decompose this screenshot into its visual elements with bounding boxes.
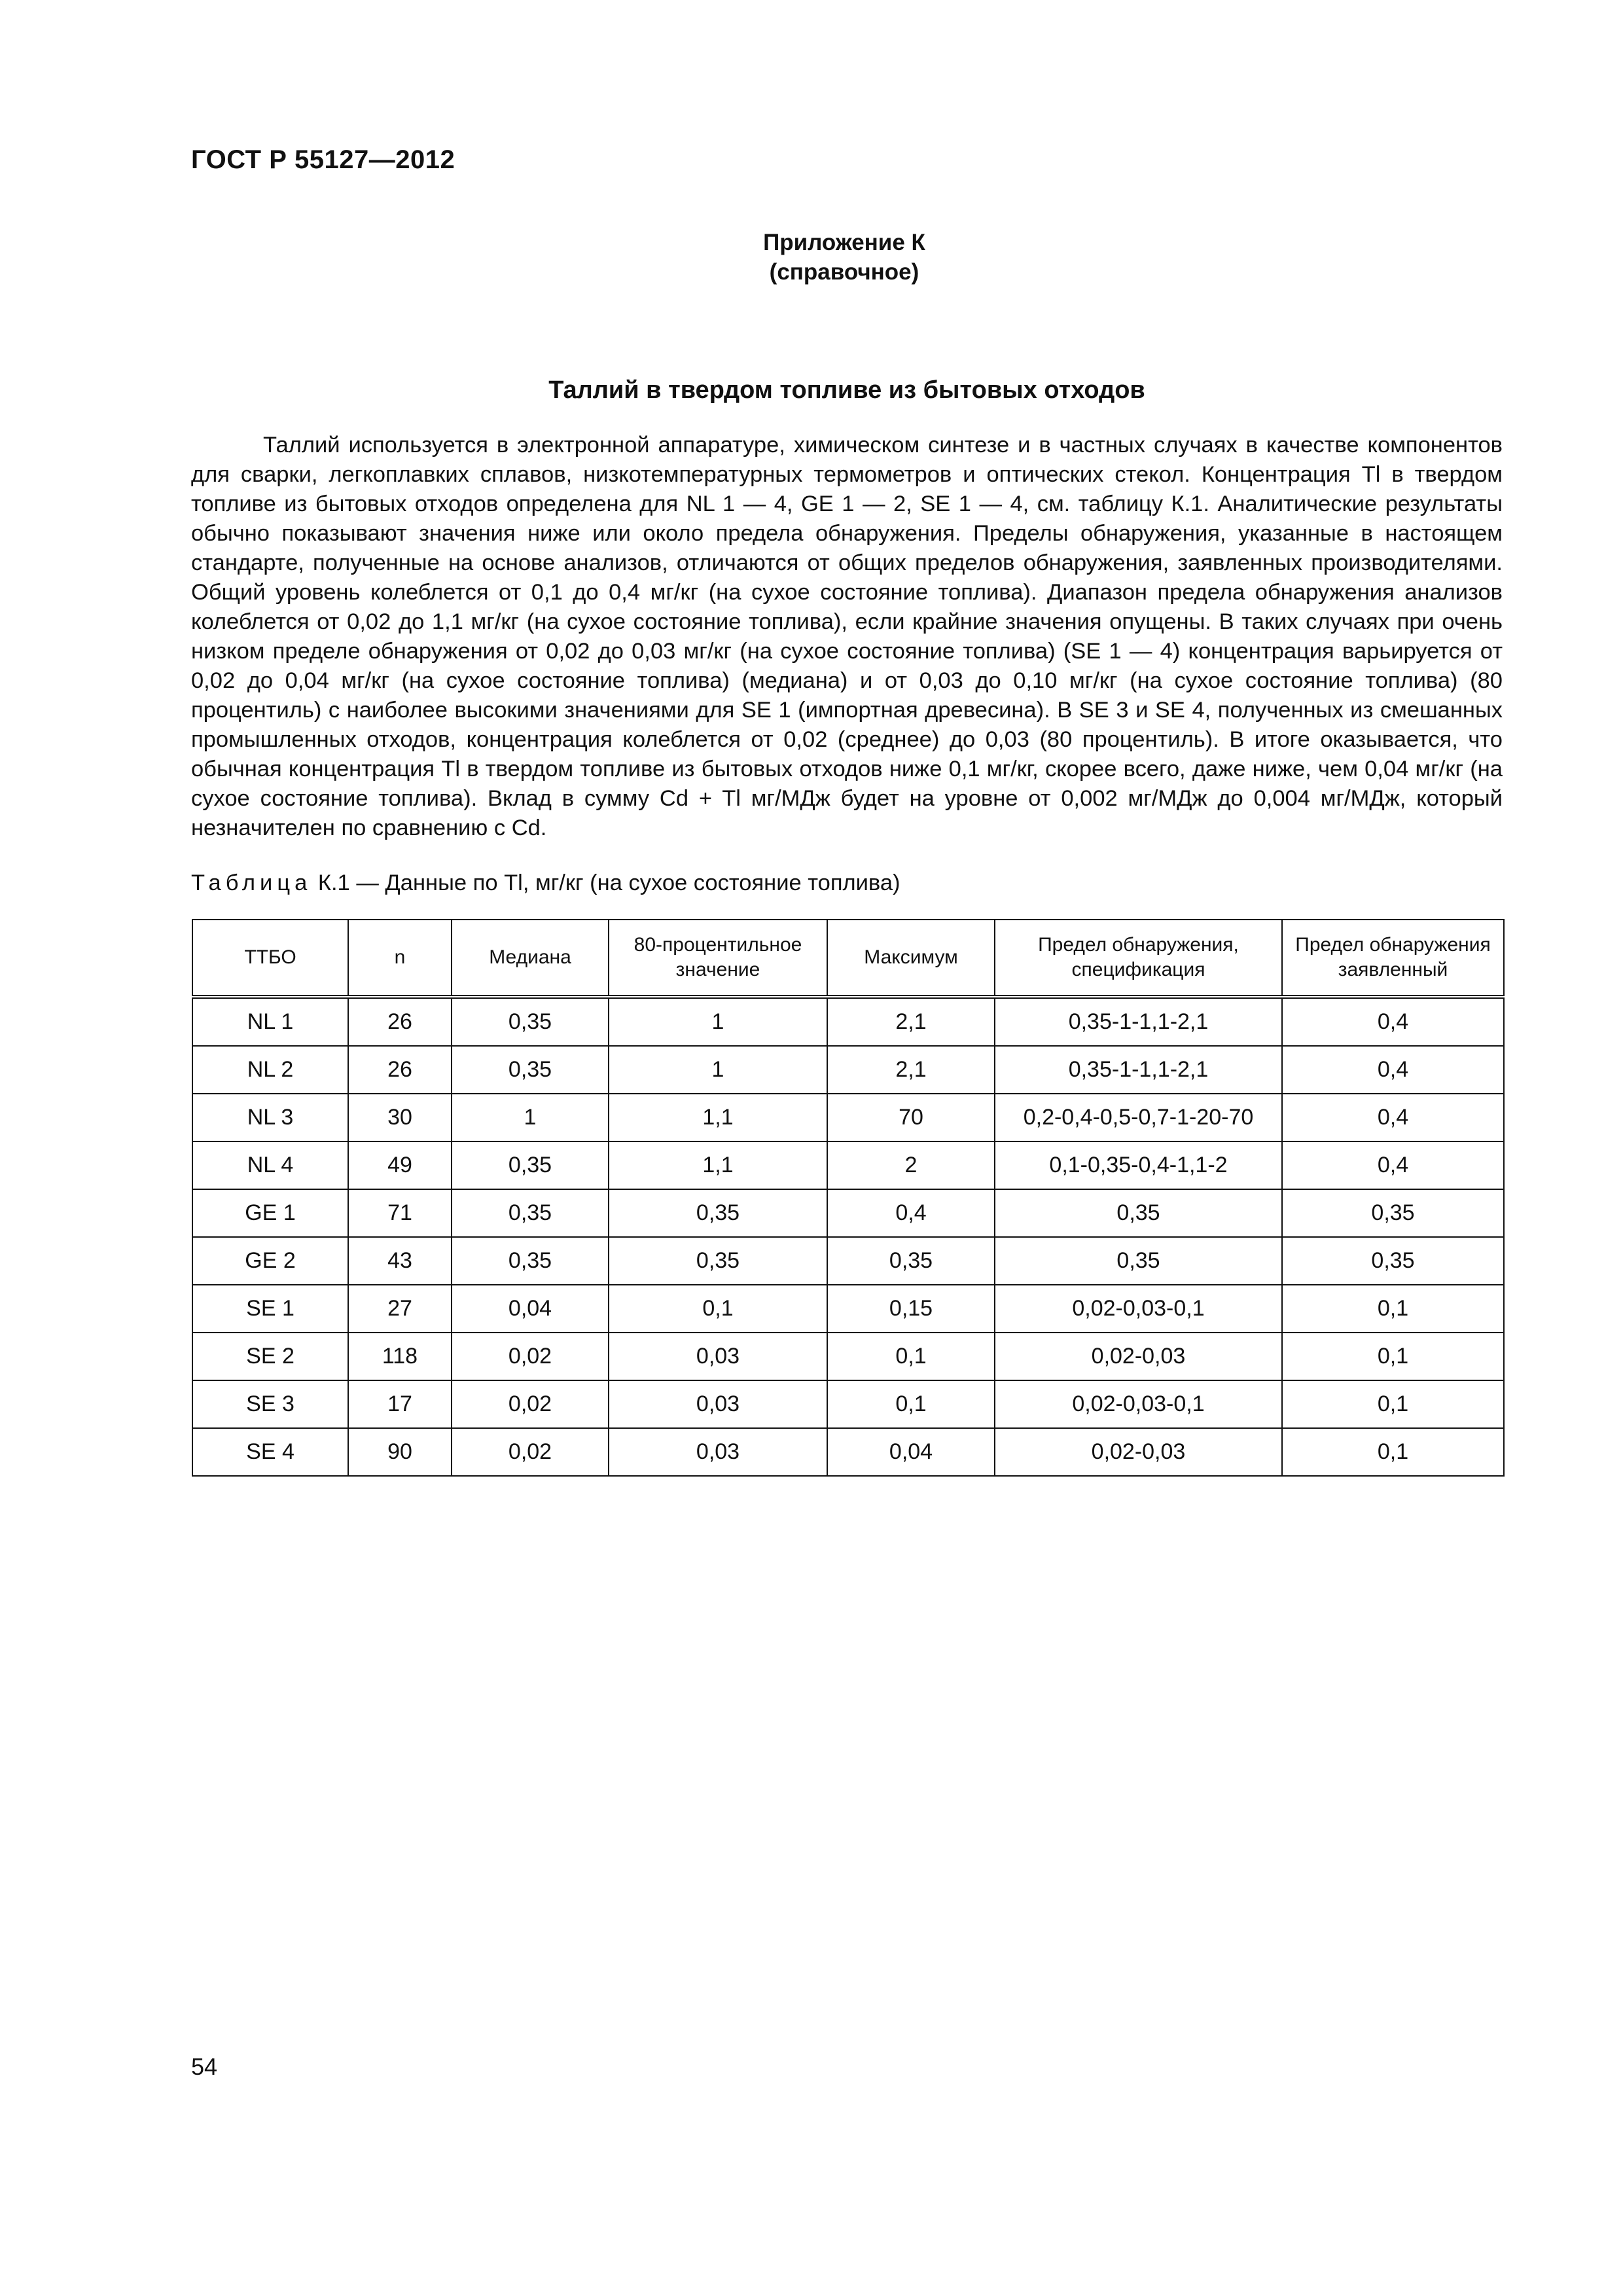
table-cell: 0,35 — [452, 1046, 609, 1094]
table-cell: 0,35 — [827, 1237, 995, 1285]
table-row — [192, 997, 1504, 1046]
table-cell: 0,35 — [1282, 1189, 1504, 1237]
column-header-detection-limit-spec: Предел обнаружения, спецификация — [995, 920, 1282, 997]
table-cell: 0,1 — [827, 1333, 995, 1380]
table-cell: NL 4 — [192, 1141, 348, 1189]
table-cell: 0,35-1-1,1-2,1 — [995, 997, 1282, 1046]
table-cell: 1,1 — [609, 1094, 827, 1141]
table-cell: 71 — [348, 1189, 452, 1237]
table-cell: 2,1 — [827, 1046, 995, 1094]
document-code: ГОСТ Р 55127—2012 — [191, 145, 455, 174]
table-cell: 0,35 — [1282, 1237, 1504, 1285]
table-cell: 0,4 — [1282, 1094, 1504, 1141]
table-row — [192, 1380, 1504, 1428]
table-cell: SE 4 — [192, 1428, 348, 1476]
table-cell: 0,4 — [827, 1189, 995, 1237]
column-header-80-percentile: 80-процентильное значение — [609, 920, 827, 997]
table-row — [192, 1237, 1504, 1285]
table-cell: 0,4 — [1282, 1046, 1504, 1094]
table-cell: 0,02 — [452, 1380, 609, 1428]
table-cell: 0,1-0,35-0,4-1,1-2 — [995, 1141, 1282, 1189]
table-cell: SE 3 — [192, 1380, 348, 1428]
table-cell: 1 — [452, 1094, 609, 1141]
table-cell: 1,1 — [609, 1141, 827, 1189]
section-title: Таллий в твердом топливе из бытовых отходов — [548, 376, 1145, 404]
table-row — [192, 1189, 1504, 1237]
table-cell: 0,02-0,03-0,1 — [995, 1285, 1282, 1333]
column-header-ttbo: ТТБО — [192, 920, 348, 997]
table-cell: 0,35-1-1,1-2,1 — [995, 1046, 1282, 1094]
table-cell: GE 1 — [192, 1189, 348, 1237]
table-cell: 0,35 — [995, 1237, 1282, 1285]
table-cell: 0,03 — [609, 1428, 827, 1476]
table-cell: 0,02-0,03 — [995, 1333, 1282, 1380]
table-cell: 43 — [348, 1237, 452, 1285]
table-cell: 26 — [348, 997, 452, 1046]
table-cell: 0,1 — [1282, 1285, 1504, 1333]
body-paragraph: Таллий используется в электронной аппаратуре, химическом синтезе и в частных случаях в качестве компонентов для сварки, легкоплавких сплавов, низкотемпературных термометров и оптических стекол. Концентрация Tl в твердом топливе из бытовых отходов определена для NL 1 — 4, GE 1 — 2, SE 1 — 4, см. таблицу К.1. Аналитические результаты обычно показывают значения ниже или около предела обнаружения. Пределы обнаружения, указанные в настоящем стандарте, полученные на основе анализов, отличаются от общих пределов обнаружения, заявленных производителями. Общий уровень колеблется от 0,1 до 0,4 мг/кг (на сухое состояние топлива). Диапазон предела обнаружения анализов колеблется от 0,02 до 1,1 мг/кг (на сухое состояние топлива), если крайние значения опущены. В таких случаях при очень низком пределе обнаружения от 0,02 до 0,03 мг/кг (на сухое состояние топлива) (SE 1 — 4) концентрация варьируется от 0,02 до 0,04 мг/кг (на сухое состояние топлива) (медиана) и от 0,03 до 0,10 мг/кг (на сухое состояние топлива) (80 процентиль) с наиболее высокими значениями для SE 1 (импортная древесина). В SE 3 и SE 4, полученных из смешанных промышленных отходов, концентрация колеблется от 0,02 (среднее) до 0,03 (80 процентиль). В итоге оказывается, что обычная концентрация Tl в твердом топливе из бытовых отходов ниже 0,1 мг/кг, скорее всего, даже ниже, чем 0,04 мг/кг (на сухое состояние топлива). Вклад в сумму Cd + Tl мг/МДж будет на уровне от 0,002 мг/МДж до 0,004 мг/МДж, который незначителен по сравнению с Cd. — [191, 433, 1503, 840]
column-header-median: Медиана — [452, 920, 609, 997]
appendix-kind: (справочное) — [769, 259, 919, 285]
table-cell: 0,1 — [827, 1380, 995, 1428]
table-cell: 0,35 — [452, 1141, 609, 1189]
table-cell: 0,1 — [609, 1285, 827, 1333]
table-cell: 0,02-0,03 — [995, 1428, 1282, 1476]
table-cell: 0,03 — [609, 1333, 827, 1380]
table-cell: 0,35 — [452, 1237, 609, 1285]
table-cell: NL 2 — [192, 1046, 348, 1094]
table-cell: 0,02-0,03-0,1 — [995, 1380, 1282, 1428]
table-cell: 0,4 — [1282, 997, 1504, 1046]
table-cell: 0,02 — [452, 1428, 609, 1476]
table-row — [192, 1285, 1504, 1333]
table-cell: 2 — [827, 1141, 995, 1189]
table-cell: 0,15 — [827, 1285, 995, 1333]
table-cell: 0,35 — [995, 1189, 1282, 1237]
table-cell: 0,04 — [827, 1428, 995, 1476]
appendix-title: Приложение К — [763, 230, 925, 255]
column-header-n: n — [348, 920, 452, 997]
table-cell: 118 — [348, 1333, 452, 1380]
table-cell: 0,1 — [1282, 1428, 1504, 1476]
table-caption-label: Таблица — [191, 870, 312, 895]
page-number: 54 — [191, 2053, 218, 2080]
table-cell: 0,35 — [452, 1189, 609, 1237]
table-caption — [191, 870, 901, 896]
table-cell: 17 — [348, 1380, 452, 1428]
table-cell: 1 — [609, 997, 827, 1046]
table-cell: 0,2-0,4-0,5-0,7-1-20-70 — [995, 1094, 1282, 1141]
table-cell: 0,35 — [609, 1237, 827, 1285]
table-cell: 0,35 — [609, 1189, 827, 1237]
table-cell: 26 — [348, 1046, 452, 1094]
table-cell: 0,1 — [1282, 1333, 1504, 1380]
table-cell: 27 — [348, 1285, 452, 1333]
table-row — [192, 1141, 1504, 1189]
table-cell: NL 1 — [192, 997, 348, 1046]
table-cell: 90 — [348, 1428, 452, 1476]
column-header-detection-limit-declared: Предел обнаружения заявленный — [1282, 920, 1504, 997]
table-cell: 0,03 — [609, 1380, 827, 1428]
table-caption-text: К.1 — Данные по Tl, мг/кг (на сухое состояние топлива) — [312, 870, 901, 895]
table-cell: 2,1 — [827, 997, 995, 1046]
table-row — [192, 1333, 1504, 1380]
table-cell: 0,04 — [452, 1285, 609, 1333]
table-cell: SE 2 — [192, 1333, 348, 1380]
table-cell: GE 2 — [192, 1237, 348, 1285]
table-cell: 30 — [348, 1094, 452, 1141]
data-table — [192, 919, 1505, 1477]
table-cell: 70 — [827, 1094, 995, 1141]
table-header-row — [192, 920, 1504, 997]
table-cell: SE 1 — [192, 1285, 348, 1333]
table-cell: 0,1 — [1282, 1380, 1504, 1428]
table-cell: 0,35 — [452, 997, 609, 1046]
table-cell: 0,02 — [452, 1333, 609, 1380]
table-row — [192, 1094, 1504, 1141]
table-cell: 1 — [609, 1046, 827, 1094]
table-cell: 0,4 — [1282, 1141, 1504, 1189]
column-header-maximum: Максимум — [827, 920, 995, 997]
table-row — [192, 1428, 1504, 1476]
table-cell: NL 3 — [192, 1094, 348, 1141]
table-row — [192, 1046, 1504, 1094]
table-cell: 49 — [348, 1141, 452, 1189]
